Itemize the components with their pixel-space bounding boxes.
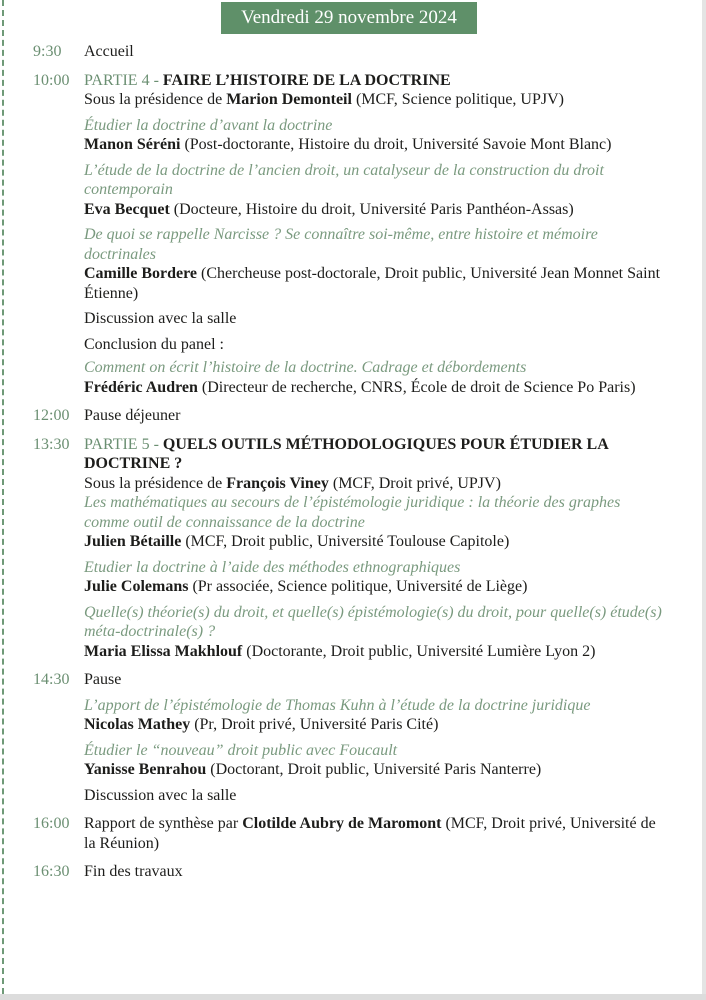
date-banner: Vendredi 29 novembre 2024 [221, 2, 477, 34]
conclusion-label: Conclusion du panel : [84, 335, 224, 353]
speaker-line [84, 532, 664, 552]
page-edge [702, 0, 706, 1000]
speaker-name: Frédéric Audren [84, 378, 198, 396]
speaker-name: Manon Séréni [84, 136, 181, 153]
part-label: PARTIE 4 - [84, 71, 159, 89]
conclusion-item [84, 335, 664, 398]
talk-title: De quoi se rappelle Narcisse ? Se connaître soi-même, entre histoire et mémoire doctrinales [84, 226, 598, 263]
session-content [84, 670, 664, 805]
program-schedule [0, 42, 700, 891]
text-item [84, 670, 664, 690]
talk-item [84, 696, 664, 735]
talk-item [84, 741, 664, 780]
session-content [84, 435, 664, 662]
session-13h30 [0, 435, 700, 662]
session-16h00 [0, 814, 700, 853]
chair-item [84, 474, 664, 494]
chair-name: Clotilde Aubry de Maromont [242, 815, 442, 832]
speaker-line [84, 760, 664, 780]
speaker-name: Julien Bétaille [84, 533, 182, 550]
session-12h00 [0, 406, 700, 426]
talk-title: Quelle(s) théorie(s) du droit, et quelle(s) épistémologie(s) du droit, pour quelle(s) étude(s) méta-doctrinale(s) ? [84, 603, 662, 640]
chair-name: Marion Demonteil [226, 91, 352, 108]
speaker-line [84, 642, 664, 662]
speaker-line [84, 378, 664, 398]
session-16h30 [0, 862, 700, 882]
agenda-text: Discussion avec la salle [84, 310, 237, 327]
text-item [84, 406, 664, 426]
speaker-affiliation: (Pr, Droit privé, Université Paris Cité) [190, 716, 439, 733]
session-10h00 [0, 71, 700, 398]
speaker-affiliation: (Directeur de recherche, CNRS, École de droit de Science Po Paris) [197, 378, 636, 396]
session-time: 9:30 [33, 43, 62, 60]
talk-item [84, 493, 664, 552]
session-time: 13:30 [33, 435, 70, 453]
session-content [84, 42, 664, 62]
session-content [84, 71, 664, 398]
session-9h30 [0, 42, 700, 62]
part-title: FAIRE L’HISTOIRE DE LA DOCTRINE [162, 71, 451, 89]
session-content [84, 814, 664, 853]
speaker-affiliation: (Pr associée, Science politique, Université de Liège) [188, 578, 528, 595]
part-item [84, 71, 664, 91]
speaker-line [84, 264, 664, 303]
chair-item [84, 90, 664, 110]
talk-title: Les mathématiques au secours de l’épistémologie juridique : la théorie des graphes comme outil de connaissance de la doctrine [84, 494, 621, 531]
speaker-line [84, 577, 664, 597]
part-title: QUELS OUTILS MÉTHODOLOGIQUES POUR ÉTUDIER LA DOCTRINE ? [84, 435, 608, 472]
chair-affiliation: (MCF, Droit privé, UPJV) [328, 474, 501, 492]
speaker-name: Camille Bordere [84, 265, 198, 282]
talk-item [84, 603, 664, 662]
speaker-line [84, 135, 664, 155]
talk-item [84, 558, 664, 597]
talk-item [84, 225, 664, 303]
talk-title: Etudier la doctrine à l’aide des méthodes ethnographiques [84, 558, 461, 576]
talk-item [84, 161, 664, 220]
speaker-affiliation: (Docteure, Histoire du droit, Université Paris Panthéon-Assas) [169, 200, 574, 218]
talk-item [84, 116, 664, 155]
agenda-text: Discussion avec la salle [84, 786, 237, 804]
session-content [84, 406, 664, 426]
speaker-name: Julie Colemans [84, 578, 189, 595]
chair-name: François Viney [226, 474, 329, 492]
speaker-affiliation: (Chercheuse post-doctorale, Droit public, Université Jean Monnet Saint Étienne) [84, 265, 661, 302]
chair-prefix: Rapport de synthèse par [84, 815, 243, 832]
chair-affiliation: (MCF, Science politique, UPJV) [351, 91, 564, 108]
speaker-affiliation: (Doctorante, Droit public, Université Lumière Lyon 2) [242, 642, 596, 660]
page-edge-bottom [0, 994, 706, 1000]
chair-prefix: Sous la présidence de [84, 91, 227, 108]
session-content [84, 862, 664, 882]
agenda-text: Pause déjeuner [84, 407, 181, 424]
speaker-affiliation: (Doctorant, Droit public, Université Paris Nanterre) [206, 761, 542, 778]
speaker-line [84, 715, 664, 735]
session-time: 14:30 [33, 671, 70, 688]
agenda-text: Pause [84, 671, 122, 688]
speaker-affiliation: (MCF, Droit public, Université Toulouse Capitole) [181, 533, 510, 550]
talk-title: Comment on écrit l’histoire de la doctrine. Cadrage et débordements [84, 359, 527, 376]
text-item [84, 862, 664, 882]
session-time: 10:00 [33, 71, 70, 89]
text-item [84, 309, 664, 329]
agenda-text: Fin des travaux [84, 863, 183, 880]
talk-title: Étudier le “nouveau” droit public avec Foucault [84, 741, 398, 759]
session-14h30 [0, 670, 700, 805]
speaker-name: Maria Elissa Makhlouf [84, 642, 243, 660]
part-label: PARTIE 5 - [84, 435, 159, 453]
speaker-name: Yanisse Benrahou [84, 761, 207, 778]
session-time: 16:30 [33, 863, 70, 880]
chair-prefix: Sous la présidence de [84, 474, 227, 492]
text-item [84, 42, 664, 62]
chair-affiliation: (MCF, Droit privé, Université de la Réunion) [84, 815, 656, 852]
agenda-text: Accueil [84, 43, 134, 60]
chair-item [84, 814, 664, 853]
speaker-name: Eva Becquet [84, 200, 170, 218]
talk-title: L’étude de la doctrine de l’ancien droit, un catalyseur de la construction du droit contemporain [84, 161, 604, 198]
session-time: 12:00 [33, 407, 70, 424]
session-time: 16:00 [33, 815, 70, 832]
speaker-affiliation: (Post-doctorante, Histoire du droit, Université Savoie Mont Blanc) [180, 136, 612, 153]
talk-title: Étudier la doctrine d’avant la doctrine [84, 116, 333, 134]
speaker-name: Nicolas Mathey [84, 716, 191, 733]
talk-title: L’apport de l’épistémologie de Thomas Kuhn à l’étude de la doctrine juridique [84, 696, 591, 714]
part-item [84, 435, 664, 474]
text-item [84, 786, 664, 806]
speaker-line [84, 200, 664, 220]
